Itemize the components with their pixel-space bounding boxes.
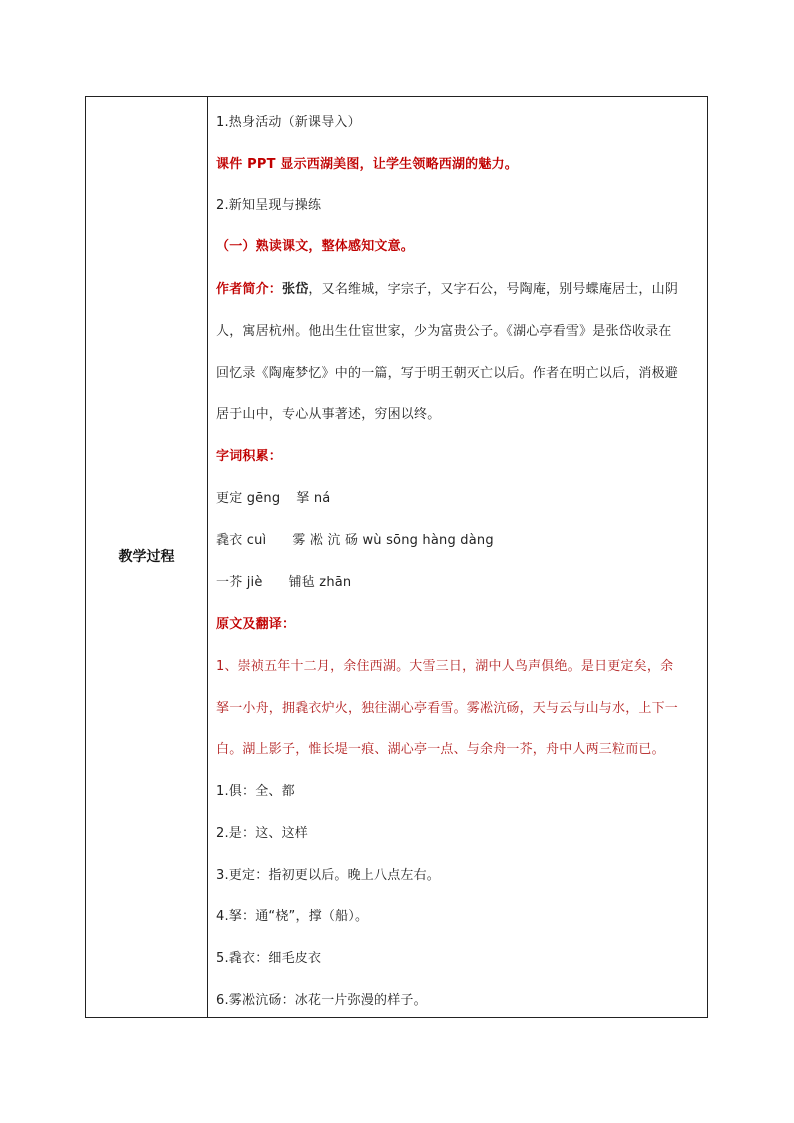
- warmup-heading: 1.热身活动（新课导入）: [216, 115, 361, 130]
- author-intro-line-1: [216, 278, 678, 297]
- author-intro-line-4: 居于山中，专心从事著述，穷困以终。: [216, 407, 441, 422]
- vocab-row-3: [216, 571, 351, 590]
- note-item: 5.毳衣：细毛皮衣: [216, 951, 322, 966]
- vocab-word: 雾 凇 沆 砀 wù sōng hàng dàng: [292, 533, 494, 548]
- author-intro-text: ，又名维城，字宗子，又字石公，号陶庵，别号蝶庵居士，山阴: [308, 282, 679, 297]
- original-line-3: 白。湖上影子，惟长堤一痕、湖心亭一点、与余舟一芥，舟中人两三粒而已。: [216, 742, 665, 757]
- original-line-2: 拏一小舟，拥毳衣炉火，独往湖心亭看雪。雾凇沆砀，天与云与山与水，上下一: [216, 701, 679, 716]
- author-intro-line-2: 人，寓居杭州。他出生仕宦世家，少为富贵公子。《湖心亭看雪》是张岱收录在: [216, 324, 672, 339]
- lesson-table: [85, 96, 708, 1018]
- vocab-word: 拏 ná: [296, 491, 331, 506]
- section-one-heading: （一）熟读课文，整体感知文意。: [216, 239, 415, 254]
- note-item: 2.是：这、这样: [216, 826, 309, 841]
- ppt-note: 课件 PPT 显示西湖美图，让学生领略西湖的魅力。: [216, 157, 518, 172]
- original-line-1: 1、崇祯五年十二月，余住西湖。大雪三日，湖中人鸟声俱绝。是日更定矣，余: [216, 659, 674, 674]
- original-label: 原文及翻译：: [216, 617, 296, 632]
- author-name: 张岱: [282, 282, 309, 297]
- note-item: 4.拏：通“桡”，撑（船）。: [216, 909, 369, 924]
- vocab-word: 一芥 jiè: [216, 575, 263, 590]
- row-label: 教学过程: [118, 549, 175, 565]
- vocab-row-1: [216, 487, 330, 506]
- vocab-row-2: [216, 529, 494, 548]
- vocab-word: 更定 gēng: [216, 491, 281, 506]
- column-divider: [207, 97, 208, 1017]
- note-item: 1.俱：全、都: [216, 784, 295, 799]
- author-intro-label: 作者简介：: [216, 282, 283, 297]
- vocab-label: 字词积累：: [216, 449, 283, 464]
- practice-heading: 2.新知呈现与操练: [216, 198, 322, 213]
- note-item: 3.更定：指初更以后。晚上八点左右。: [216, 868, 441, 883]
- note-item: 6.雾凇沆砀：冰花一片弥漫的样子。: [216, 993, 427, 1008]
- vocab-word: 铺毡 zhān: [288, 575, 352, 590]
- vocab-word: 毳衣 cuì: [216, 533, 267, 548]
- author-intro-line-3: 回忆录《陶庵梦忆》中的一篇，写于明王朝灭亡以后。作者在明亡以后，消极避: [216, 366, 679, 381]
